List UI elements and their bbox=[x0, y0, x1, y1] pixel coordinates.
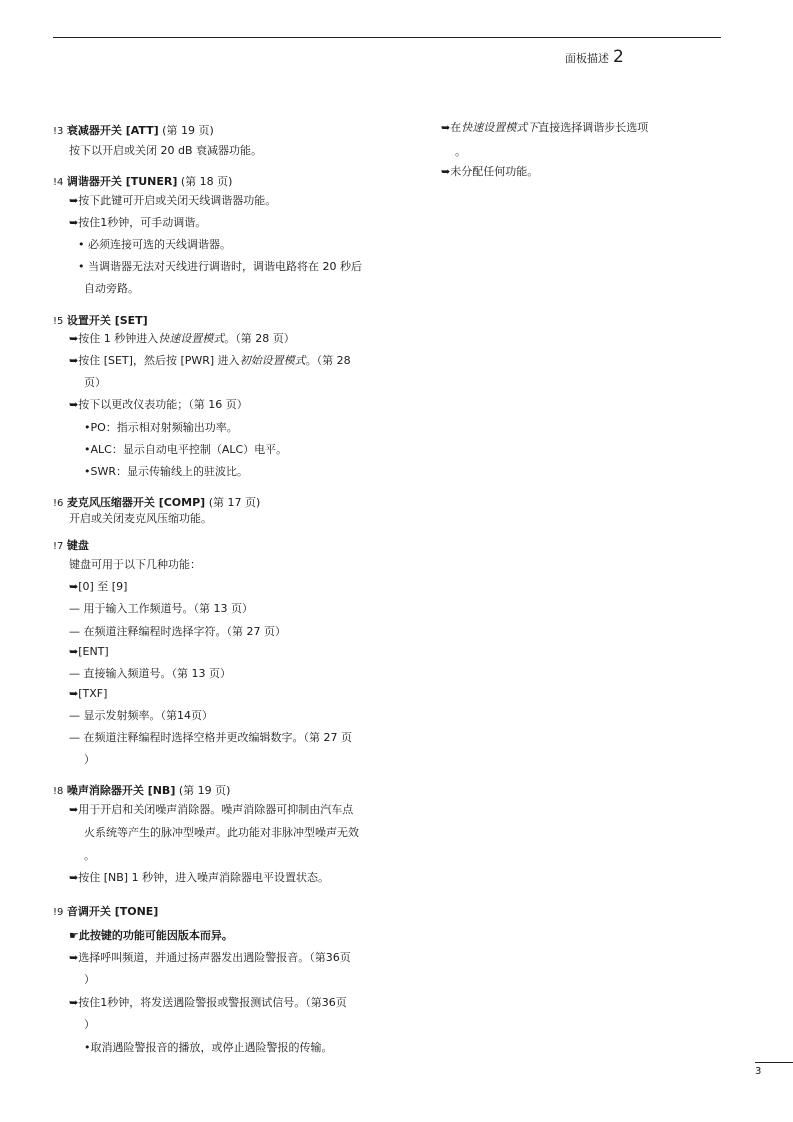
text-line: ➥[TXF] bbox=[69, 687, 108, 700]
text-line: ➥按住1秒钟，可手动调谐。 bbox=[69, 216, 207, 229]
heading-tuner bbox=[53, 175, 232, 190]
page-ref: (第 17 页) bbox=[205, 496, 261, 509]
right-text-line: ➥未分配任何功能。 bbox=[441, 165, 539, 178]
text-line: — 在频道注释编程时选择字符。（第 27 页） bbox=[69, 625, 286, 638]
section-title: 面板描述 bbox=[565, 52, 609, 65]
item-number: !9 bbox=[53, 907, 64, 918]
text-line bbox=[69, 354, 351, 368]
text-line: ） bbox=[84, 753, 95, 766]
item-number: !6 bbox=[53, 498, 64, 509]
item-number: !3 bbox=[53, 126, 64, 137]
item-number: !4 bbox=[53, 177, 64, 188]
text-line: ➥按住 [NB] 1 秒钟，进入噪声消除器电平设置状态。 bbox=[69, 871, 330, 884]
text-line: ➥按下以更改仪表功能；（第 16 页） bbox=[69, 398, 248, 411]
italic-term: 快速设置模式下 bbox=[461, 121, 539, 134]
page-number: 3 bbox=[755, 1066, 762, 1077]
bullet-line: • 当调谐器无法对天线进行调谐时，调谐电路将在 20 秒后 bbox=[78, 260, 362, 273]
text-line: 自动旁路。 bbox=[84, 282, 139, 295]
text-part: 直接选择调谐步长选项 bbox=[538, 121, 649, 134]
text-line: 。 bbox=[84, 849, 95, 862]
heading-text: 噪声消除器开关 [NB] bbox=[66, 784, 176, 797]
text-part: ➥在 bbox=[441, 121, 462, 134]
bullet-line: •ALC：显示自动电平控制（ALC）电平。 bbox=[84, 443, 288, 456]
heading-text: 麦克风压缩器开关 [COMP] bbox=[66, 496, 206, 509]
bullet-line: •取消遇险警报音的播放，或停止遇险警报的传输。 bbox=[84, 1041, 333, 1054]
bullet-line: • 必须连接可选的天线调谐器。 bbox=[78, 238, 231, 251]
text-line: 火系统等产生的脉冲型噪声。此功能对非脉冲型噪声无效 bbox=[84, 826, 359, 839]
note-line: ☛此按键的功能可能因版本而异。 bbox=[69, 929, 233, 942]
item-number: !8 bbox=[53, 786, 64, 797]
text-line: ➥按住1秒钟，将发送遇险警报或警报测试信号。（第36页 bbox=[69, 996, 347, 1009]
heading-keypad bbox=[53, 539, 89, 554]
bullet-line: •SWR：显示传输线上的驻波比。 bbox=[84, 465, 248, 478]
text-part: ➥按住 [SET]，然后按 [PWR] 进入 bbox=[69, 354, 240, 367]
text-line: ➥选择呼叫频道，并通过扬声器发出遇险警报音。（第36页 bbox=[69, 951, 351, 964]
footer-rule bbox=[755, 1062, 793, 1063]
text-line: ➥用于开启和关闭噪声消除器。噪声消除器可抑制由汽车点 bbox=[69, 803, 354, 816]
heading-text: 音调开关 [TONE] bbox=[66, 905, 159, 918]
page-ref: (第 18 页) bbox=[177, 175, 233, 188]
heading-text: 键盘 bbox=[66, 539, 89, 552]
page-ref: (第 19 页) bbox=[175, 784, 231, 797]
heading-att bbox=[53, 124, 214, 139]
heading-set bbox=[53, 314, 148, 329]
right-text-line: 。 bbox=[455, 145, 466, 158]
text-line: ） bbox=[84, 1018, 95, 1031]
italic-term: 快速设置模式 bbox=[158, 332, 225, 345]
heading-nb bbox=[53, 784, 230, 799]
text-line: 键盘可用于以下几种功能： bbox=[69, 558, 201, 571]
text-line bbox=[69, 332, 295, 346]
bullet-line: •PO：指示相对射频输出功率。 bbox=[84, 421, 238, 434]
text-line: ） bbox=[84, 973, 95, 986]
text-line: — 在频道注释编程时选择空格并更改编辑数字。（第 27 页 bbox=[69, 731, 352, 744]
text-line: 按下以开启或关闭 20 dB 衰减器功能。 bbox=[69, 144, 263, 157]
header-rule bbox=[53, 37, 721, 38]
heading-tone bbox=[53, 905, 158, 920]
heading-text: 设置开关 [SET] bbox=[66, 314, 148, 327]
heading-comp bbox=[53, 496, 260, 511]
page-ref: (第 19 页) bbox=[158, 124, 214, 137]
item-number: !7 bbox=[53, 541, 64, 552]
chapter-number: 2 bbox=[613, 47, 624, 67]
heading-text: 调谐器开关 [TUNER] bbox=[66, 175, 178, 188]
text-part: 。（第 28 页） bbox=[224, 332, 295, 345]
text-line: ➥按下此键可开启或关闭天线调谐器功能。 bbox=[69, 194, 277, 207]
text-part: ➥按住 1 秒钟进入 bbox=[69, 332, 159, 345]
text-line: — 直接输入频道号。（第 13 页） bbox=[69, 667, 231, 680]
text-line: ➥[ENT] bbox=[69, 645, 109, 658]
text-line: — 显示发射频率。（第14页） bbox=[69, 709, 213, 722]
italic-term: 初始设置模式 bbox=[239, 354, 306, 367]
text-line: — 用于输入工作频道号。（第 13 页） bbox=[69, 602, 253, 615]
text-part: 。（第 28 bbox=[305, 354, 351, 367]
item-number: !5 bbox=[53, 316, 64, 327]
right-text-line bbox=[441, 121, 648, 135]
text-line: ➥[0] 至 [9] bbox=[69, 580, 128, 593]
heading-text: 衰减器开关 [ATT] bbox=[66, 124, 159, 137]
text-line: 开启或关闭麦克风压缩功能。 bbox=[69, 512, 212, 525]
text-line: 页） bbox=[84, 376, 106, 389]
